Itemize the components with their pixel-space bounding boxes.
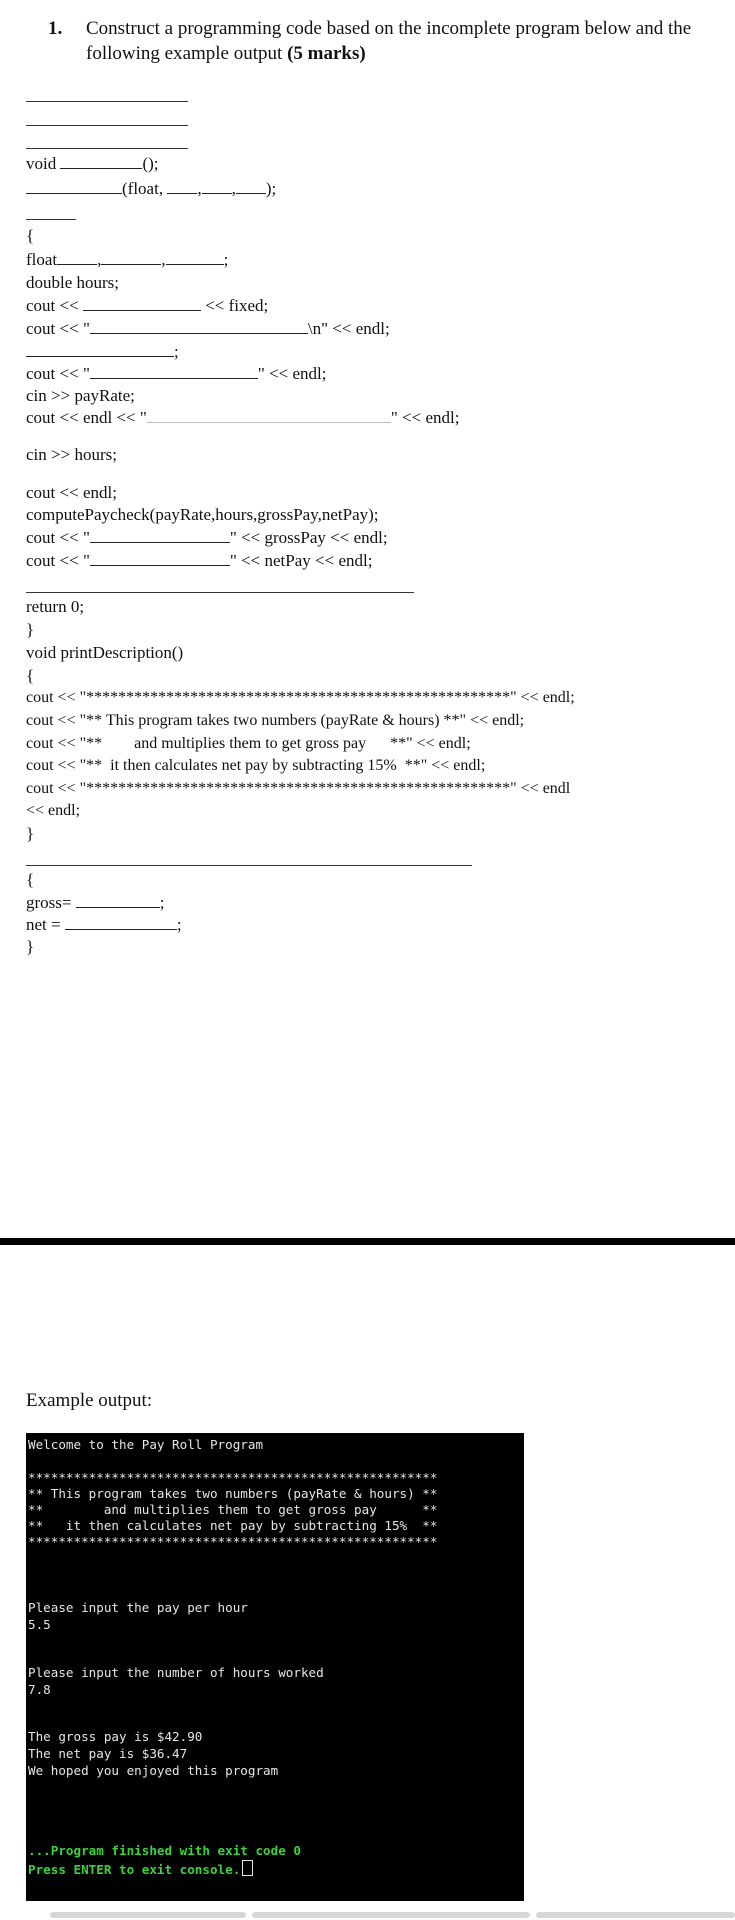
console-line: The net pay is $36.47 bbox=[28, 1746, 188, 1761]
code-line-cout-endl: cout << endl; bbox=[26, 483, 117, 502]
console-line: We hoped you enjoyed this program bbox=[28, 1763, 279, 1778]
console-press-enter-line[interactable]: Press ENTER to exit console. bbox=[28, 1860, 253, 1879]
code-line-blank-stmt: ; bbox=[26, 342, 179, 362]
console-line: Please input the pay per hour bbox=[28, 1600, 248, 1615]
code-line-desc-4: cout << "** it then calculates net pay by subtracting 15% **" << endl; bbox=[26, 757, 486, 774]
console-line: 7.8 bbox=[28, 1682, 51, 1697]
code-line-cout-net: cout << " " << netPay << endl; bbox=[26, 551, 373, 570]
blank-line bbox=[26, 148, 188, 149]
page-divider bbox=[0, 1238, 735, 1245]
code-brace-close: } bbox=[26, 824, 35, 843]
console-window bbox=[26, 1433, 524, 1901]
console-line: ** This program takes two numbers (payRate & hours) ** bbox=[28, 1486, 438, 1501]
question-number: 1. bbox=[48, 18, 63, 39]
code-line-return: return 0; bbox=[26, 597, 85, 616]
console-line: The gross pay is $42.90 bbox=[28, 1729, 203, 1744]
scrollbar-segment[interactable] bbox=[252, 1912, 530, 1918]
code-brace-close: } bbox=[26, 937, 35, 956]
code-line-compute-decl: (float, , , ); bbox=[26, 179, 276, 199]
code-line-print-desc-sig: void printDescription() bbox=[26, 643, 184, 662]
console-line: 5.5 bbox=[28, 1617, 51, 1632]
code-line-desc-2: cout << "** This program takes two numbers (payRate & hours) **" << endl; bbox=[26, 712, 525, 729]
code-line-cout-gross: cout << " " << grossPay << endl; bbox=[26, 528, 388, 547]
code-line-cout-welcome: cout << " \n" << endl; bbox=[26, 319, 390, 338]
code-line-cout-prompt2: cout << endl << " " << endl; bbox=[26, 408, 460, 427]
example-output-label: Example output: bbox=[26, 1390, 153, 1411]
code-line-cout-fixed: cout << << fixed; bbox=[26, 296, 269, 315]
console-exit-line: ...Program finished with exit code 0 bbox=[28, 1843, 301, 1858]
code-brace-close: } bbox=[26, 620, 35, 639]
code-line-desc-5: cout << "*****************************************************" << endl bbox=[26, 780, 571, 797]
code-line-float-vars: float , , ; bbox=[26, 250, 229, 269]
blank-line bbox=[26, 219, 76, 220]
code-line-desc-3: cout << "** and multiplies them to get gross pay **" << endl; bbox=[26, 735, 471, 752]
question-marks: (5 marks) bbox=[287, 43, 366, 64]
console-line: ****************************************************** bbox=[28, 1470, 438, 1485]
scrollbar-segment[interactable] bbox=[50, 1912, 246, 1918]
code-line-cout-prompt1: cout << " " << endl; bbox=[26, 364, 327, 383]
code-brace-open: { bbox=[26, 870, 35, 889]
blank-line bbox=[26, 592, 414, 593]
blank-line bbox=[26, 865, 472, 866]
code-brace-open: { bbox=[26, 666, 35, 685]
code-line-net-assign: net = ; bbox=[26, 915, 182, 934]
code-brace-open: { bbox=[26, 226, 35, 245]
code-line-void-decl: void (); bbox=[26, 154, 159, 173]
blank-line bbox=[26, 101, 188, 102]
code-line-cin-hours: cin >> hours; bbox=[26, 445, 117, 464]
code-line-gross-assign: gross= ; bbox=[26, 893, 165, 912]
code-line-compute-call: computePaycheck(payRate,hours,grossPay,netPay); bbox=[26, 505, 379, 524]
question-text-line1: Construct a programming code based on the incomplete program below and the bbox=[86, 18, 692, 39]
text-cursor-icon bbox=[242, 1860, 253, 1876]
code-line-double-hours: double hours; bbox=[26, 273, 120, 292]
console-line: ****************************************************** bbox=[28, 1534, 438, 1549]
question-text-line2: following example output (5 marks) bbox=[86, 43, 366, 64]
console-line: ** it then calculates net pay by subtracting 15% ** bbox=[28, 1518, 438, 1533]
code-line-desc-6: << endl; bbox=[26, 802, 81, 819]
code-line-cin-payrate: cin >> payRate; bbox=[26, 386, 135, 405]
console-line: Welcome to the Pay Roll Program bbox=[28, 1437, 264, 1452]
console-line: ** and multiplies them to get gross pay ** bbox=[28, 1502, 438, 1517]
console-line: Please input the number of hours worked bbox=[28, 1665, 324, 1680]
blank-line bbox=[26, 125, 188, 126]
code-line-desc-1: cout << "*****************************************************" << endl; bbox=[26, 689, 575, 706]
scrollbar-segment[interactable] bbox=[536, 1912, 735, 1918]
